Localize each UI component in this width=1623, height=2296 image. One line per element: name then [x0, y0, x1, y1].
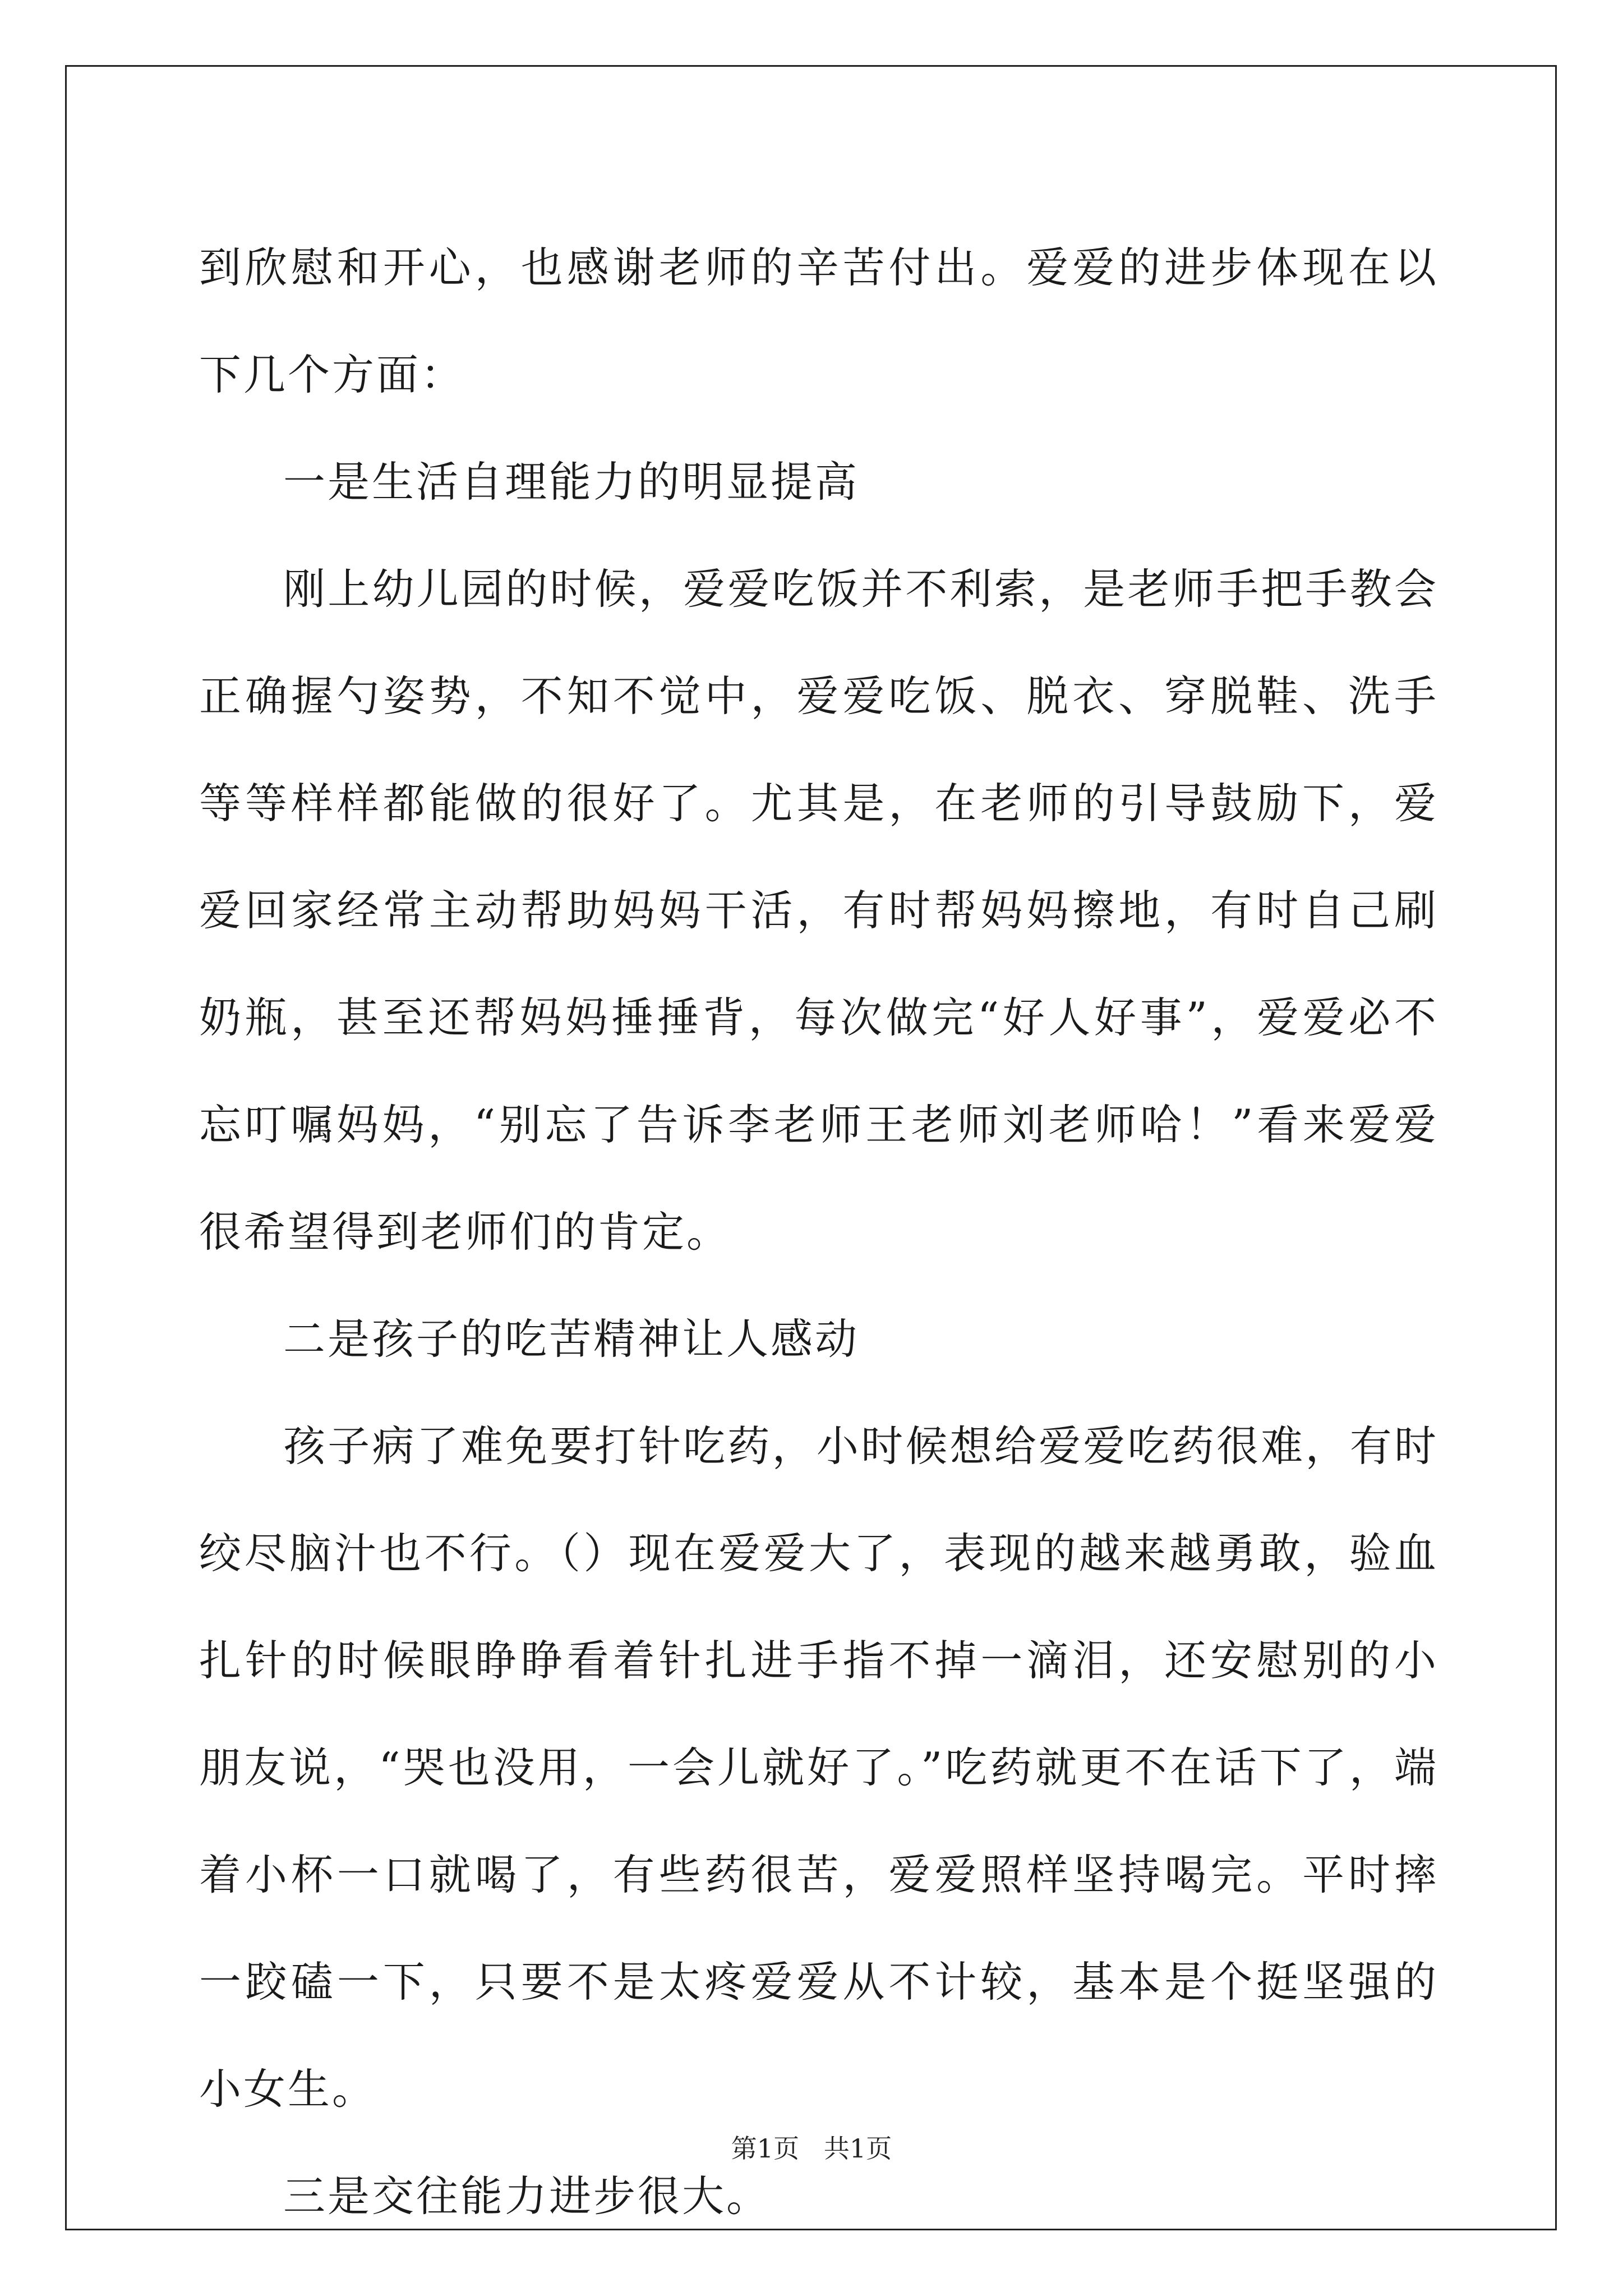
- paragraph-endurance: 孩子病了难免要打针吃药，小时候想给爱爱吃药很难，有时绞尽脑汁也不行。（）现在爱爱大了，表现的越来越勇敢，验血扎针的时候眼睁睁看着针扎进手指不掉一滴泪，还安慰别的小朋友说，“哭也没用，一会儿就好了。”吃药就更不在话下了，端着小杯一口就喝了，有些药很苦，爱爱照样坚持喝完。平时摔一跤磕一下，只要不是太疼爱爱从不计较，基本是个挺坚强的小女生。: [199, 1421, 1438, 2114]
- paragraph-self-care: 刚上幼儿园的时候，爱爱吃饭并不利索，是老师手把手教会正确握勺姿势，不知不觉中，爱爱吃饭、脱衣、穿脱鞋、洗手等等样样都能做的很好了。尤其是，在老师的引导鼓励下，爱爱回家经常主动帮助妈妈干活，有时帮妈妈擦地，有时自己刷奶瓶，甚至还帮妈妈捶捶背，每次做完“好人好事”，爱爱必不忘叮嘱妈妈，“别忘了告诉李老师王老师刘老师哈！”看来爱爱很希望得到老师们的肯定。: [199, 564, 1438, 1257]
- document-body: [199, 214, 1438, 2250]
- page-number-footer: 第1页 共1页: [731, 2133, 892, 2164]
- paragraph-intro: 到欣慰和开心，也感谢老师的辛苦付出。爱爱的进步体现在以下几个方面：: [199, 243, 1438, 399]
- heading-self-care: 一是生活自理能力的明显提高: [283, 457, 860, 507]
- heading-social: 三是交往能力进步很大。: [283, 2171, 771, 2221]
- heading-endurance: 二是孩子的吃苦精神让人感动: [283, 1314, 860, 1364]
